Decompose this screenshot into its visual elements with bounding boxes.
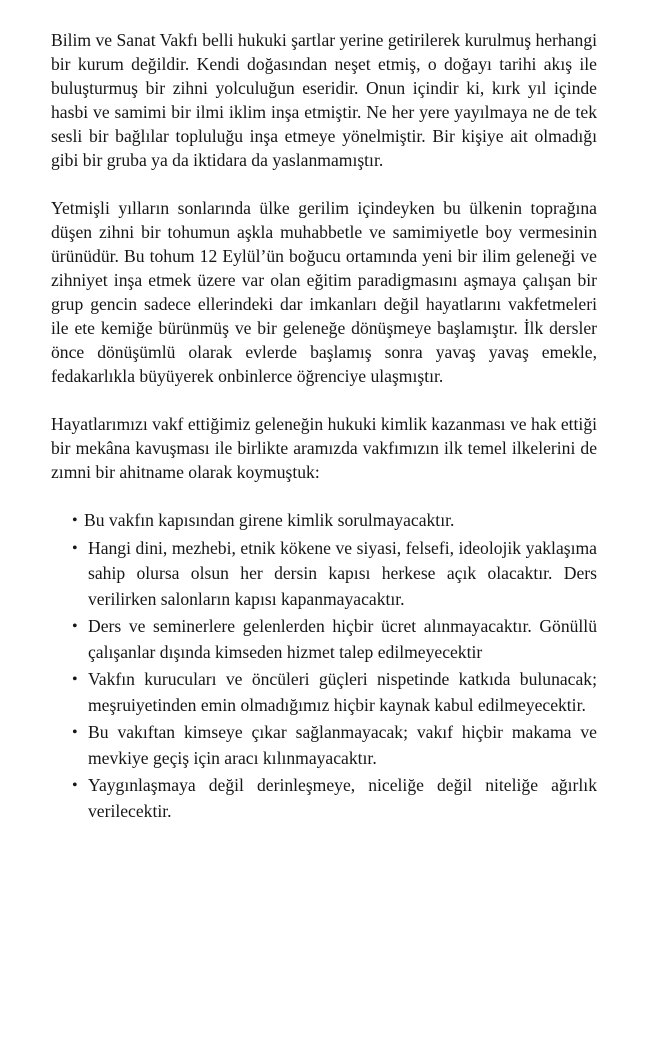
principles-list bbox=[51, 508, 597, 824]
paragraph-principles-intro: Hayatlarımızı vakf ettiğimiz geleneğin hukuki kimlik kazanması ve hak ettiği bir mekâna kavuşması ile birlikte aramızda vakfımızın ilk temel ilkelerini de zımni bir ahitname olarak koymuştuk: bbox=[51, 414, 597, 482]
bullet-icon: • bbox=[72, 512, 78, 529]
list-item bbox=[51, 667, 597, 718]
list-item bbox=[51, 720, 597, 771]
paragraph-intro: Bilim ve Sanat Vakfı belli hukuki şartlar yerine getirilerek kurulmuş herhangi bir kurum değildir. Kendi doğasından neşet etmiş, o doğayı tarihi akış ile buluşturmuş bir zihni yolculuğun eseridir. Onun içindir ki, kırk yıl içinde hasbi ve samimi bir ilmi iklim inşa etmiştir. Ne her yere yayılmaya ne de tek sesli bir bağlılar topluluğu inşa etmeye yönelmiştir. Bir kişiye ait olmadığı gibi bir gruba ya da iktidara da yaslanmamıştır. bbox=[51, 30, 597, 170]
list-item bbox=[51, 773, 597, 824]
bullet-icon: • bbox=[72, 539, 78, 557]
list-item-text: Ders ve seminerlere gelenlerden hiçbir ücret alınmayacaktır. Gönüllü çalışanlar dışında kimseden hizmet talep edilmeyecektir bbox=[88, 616, 597, 662]
list-item-text: Bu vakfın kapısından girene kimlik sorulmayacaktır. bbox=[84, 510, 455, 530]
list-item-text: Hangi dini, mezhebi, etnik kökene ve siyasi, felsefi, ideolojik yaklaşıma sahip olursa olsun her dersin kapısı herkese açık olacaktır. Ders verilirken salonların kapısı kapanmayacaktır. bbox=[88, 537, 597, 609]
list-item-text: Bu vakıftan kimseye çıkar sağlanmayacak; vakıf hiçbir makama ve mevkiye geçiş için aracı kılınmayacaktır. bbox=[88, 722, 597, 768]
list-item bbox=[51, 536, 597, 613]
list-item-text: Yaygınlaşmaya değil derinleşmeye, niceliğe değil niteliğe ağırlık verilecektir. bbox=[88, 775, 597, 821]
paragraph-history: Yetmişli yılların sonlarında ülke gerilim içindeyken bu ülkenin toprağına düşen zihni bir tohumun aşkla muhabbetle ve samimiyetle boy vermesinin ürünüdür. Bu tohum 12 Eylül’ün boğucu ortamında yeni bir ilim geleneği ve zihniyet inşa etmek üzere var olan eğitim paradigmasını aşmaya çalışan bir grup gencin sadece ellerindeki dar imkanları değil hayatlarını vakfetmeleri ile ete kemiğe bürünmüş ve bir geleneğe dönüşmeye başlamıştır. İlk dersler önce dönüşümlü olarak evlerde başlamış sonra yavaş yavaş emekle, fedakarlıkla büyüyerek onbinlerce öğrenciye ulaşmıştır. bbox=[51, 198, 597, 386]
bullet-icon: • bbox=[72, 724, 78, 741]
bullet-icon: • bbox=[72, 671, 78, 688]
list-item bbox=[51, 614, 597, 665]
bullet-icon: • bbox=[72, 618, 78, 635]
list-item-text: Vakfın kurucuları ve öncüleri güçleri nispetinde katkıda bulunacak; meşruiyetinden emin olmadığımız hiçbir kaynak kabul edilmeyecektir. bbox=[88, 669, 597, 715]
list-item bbox=[51, 508, 597, 534]
bullet-icon: • bbox=[72, 777, 78, 794]
